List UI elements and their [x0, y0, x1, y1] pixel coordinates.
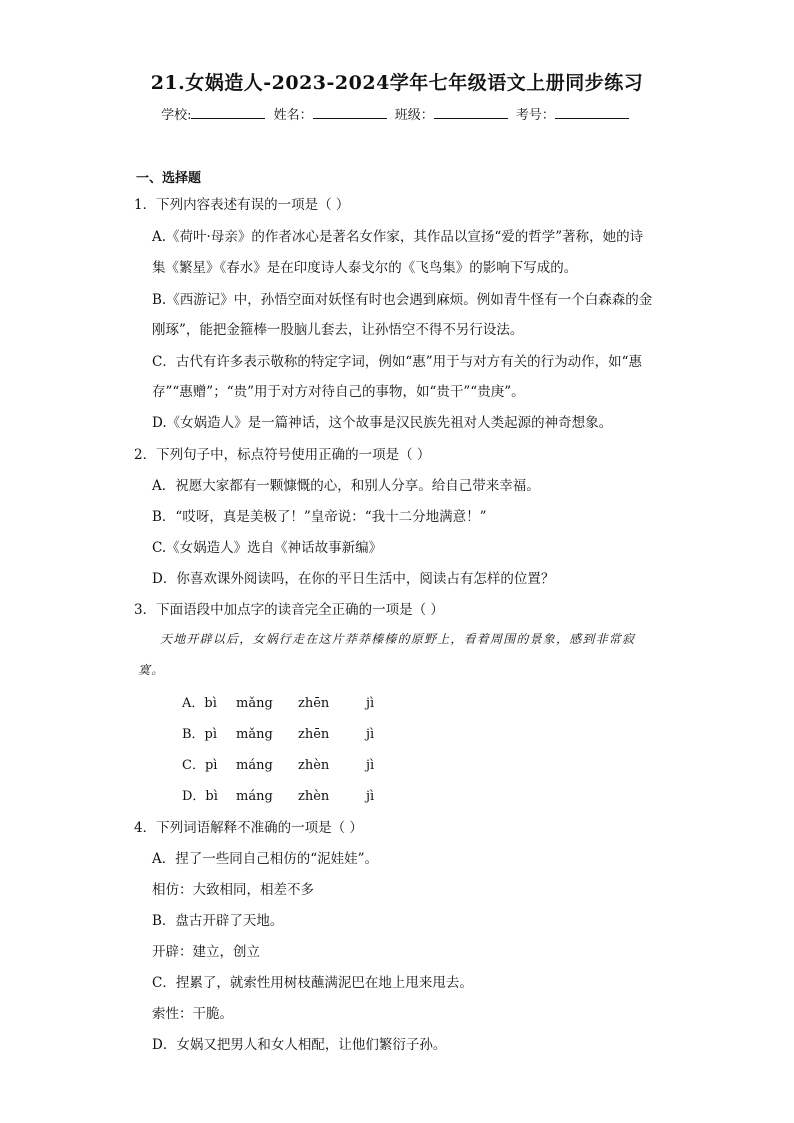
pinyin: zhēn [298, 727, 330, 742]
section-heading: 一、选择题 [136, 171, 202, 186]
question-3-option-d [182, 785, 374, 804]
question-2-option-b: B．“哎呀，真是美极了！”皇帝说：“我十二分地满意！” [152, 509, 487, 525]
pinyin: zhēn [298, 696, 330, 711]
question-4-option-a: A．捏了一些同自己相仿的“泥娃娃”。 [152, 851, 379, 867]
question-3-stem: 3．下面语段中加点字的读音完全正确的一项是（ ） [134, 602, 444, 618]
class-label: 班级： [394, 108, 434, 123]
pinyin: jì [366, 758, 375, 773]
question-1-option-c-cont: 存”“惠赠”；“贵”用于对方对待自己的事物，如“贵干”“贵庚”。 [152, 384, 525, 400]
question-3-option-b [182, 723, 374, 742]
question-2-option-d: D．你喜欢课外阅读吗，在你的平日生活中，阅读占有怎样的位置？ [152, 571, 555, 587]
question-1-option-c: C．古代有许多表示敬称的特定字词，例如“惠”用于与对方有关的行为动作，如“惠 [152, 354, 643, 370]
question-1-stem: 1．下列内容表述有误的一项是（ ） [134, 197, 350, 213]
exam-number-label: 考号： [515, 108, 555, 123]
pinyin: máng [236, 789, 273, 804]
question-4-option-b-definition: 开辟：建立，创立 [152, 944, 260, 960]
student-info-line [0, 104, 794, 123]
pinyin: jì [366, 789, 375, 804]
question-4-option-d: D．女娲又把男人和女人相配，让他们繁衍子孙。 [152, 1037, 447, 1053]
pinyin: zhèn [298, 758, 330, 773]
question-4-stem: 4．下列词语解释不准确的一项是（ ） [134, 820, 363, 836]
school-label: 学校: [161, 108, 192, 123]
pinyin: máng [236, 758, 273, 773]
question-1-option-b: B.《西游记》中，孙悟空面对妖怪有时也会遇到麻烦。例如青牛怪有一个白森森的金 [152, 292, 653, 308]
exam-number-blank[interactable] [555, 106, 629, 119]
class-blank[interactable] [434, 106, 508, 119]
question-4-option-a-definition: 相仿：大致相同，相差不多 [152, 882, 314, 898]
name-blank[interactable] [313, 106, 387, 119]
question-4-option-c: C．捏累了，就索性用树枝蘸满泥巴在地上甩来甩去。 [152, 975, 473, 991]
option-label: B．pì [182, 727, 218, 742]
question-3-passage-cont: 寞。 [138, 663, 165, 677]
pinyin: mǎng [236, 727, 273, 742]
pinyin: jì [366, 696, 375, 711]
question-1-option-d: D.《女娲造人》是一篇神话，这个故事是汉民族先祖对人类起源的神奇想象。 [152, 415, 613, 431]
document-title: 21.女娲造人-2023-2024学年七年级语文上册同步练习 [150, 72, 644, 94]
pinyin: jì [366, 727, 375, 742]
option-label: A．bì [182, 696, 217, 711]
question-2-stem: 2．下列句子中，标点符号使用正确的一项是（ ） [134, 447, 431, 463]
question-3-option-c [182, 754, 374, 773]
question-4-option-c-definition: 索性：干脆。 [152, 1006, 233, 1022]
question-1-option-a: A.《荷叶·母亲》的作者冰心是著名女作家，其作品以宣扬“爱的哲学”著称，她的诗 [152, 229, 644, 245]
question-1-option-a-cont: 集《繁星》《春水》是在印度诗人泰戈尔的《飞鸟集》的影响下写成的。 [152, 260, 578, 276]
question-2-option-a: A．祝愿大家都有一颗慷慨的心，和别人分享。给自己带来幸福。 [152, 478, 540, 494]
question-4-option-b: B．盘古开辟了天地。 [152, 913, 284, 929]
question-3-passage: 天地开辟以后，女娲行走在这片莽莽榛榛的原野上，看着周围的景象，感到非常寂 [160, 632, 636, 646]
school-blank[interactable] [191, 106, 265, 119]
question-1-option-b-cont: 刚琢”，能把金箍棒一股脑儿套去，让孙悟空不得不另行设法。 [152, 322, 524, 338]
option-label: D．bì [182, 789, 218, 804]
pinyin: zhèn [298, 789, 330, 804]
option-label: C．pì [182, 758, 218, 773]
pinyin: mǎng [236, 696, 273, 711]
question-3-option-a [182, 692, 374, 711]
name-label: 姓名： [273, 108, 313, 123]
question-2-option-c: C.《女娲造人》选自《神话故事新编》 [152, 540, 383, 556]
